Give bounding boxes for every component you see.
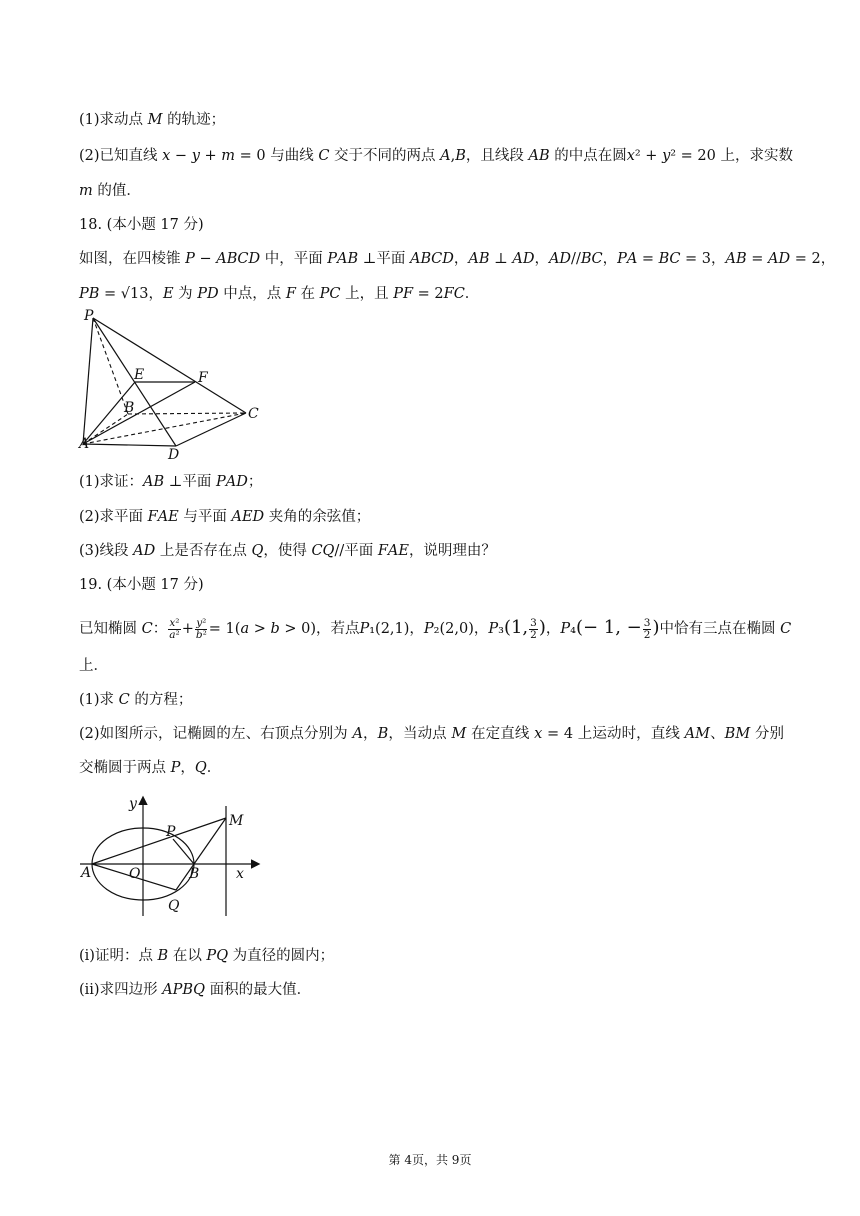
q18-stem: 如图，在四棱锥 𝑃 − 𝐴𝐵𝐶𝐷 中，平面 𝑃𝐴𝐵 ⊥平面 𝐴𝐵𝐶𝐷，𝐴𝐵 ⊥ 𝐴𝐷，𝐴𝐷//𝐵𝐶，𝑃𝐴 = 𝐵𝐶 = 3，𝐴𝐵 = 𝐴𝐷 = 2， xyxy=(79,251,836,267)
q19-part1: (1)求 𝐶 的方程； xyxy=(79,692,193,708)
q19-stem-lead: 已知椭圆 𝐶： xyxy=(79,621,168,637)
pyramid-figure xyxy=(76,306,276,464)
line-BM xyxy=(194,818,226,864)
plus-sign: + xyxy=(181,621,194,637)
q19-part2: (2)如图所示，记椭圆的左、右顶点分别为 𝐴，𝐵，当动点 𝑀 在定直线 𝑥 = 4 上运动时，直线 𝐴𝑀、𝐵𝑀 分别 xyxy=(79,726,784,742)
label-O: O xyxy=(129,866,141,882)
edge-AD xyxy=(83,444,176,446)
fraction-y2-b2 xyxy=(195,618,208,641)
q18-heading: 18. (本小题 17 分) xyxy=(79,217,204,233)
edge-PA xyxy=(83,318,93,444)
q17-part2-cont: 𝑚 的值． xyxy=(79,183,141,199)
q19-stem xyxy=(79,613,792,643)
frac-denominator: 2 xyxy=(643,628,651,641)
q19-part2-ii: (ⅱ)求四边形 𝐴𝑃𝐵𝑄 面积的最大值． xyxy=(79,982,312,998)
q17-part1: (1)求动点 𝑀 的轨迹； xyxy=(79,112,226,128)
frac-numerator: 3 xyxy=(530,616,537,629)
p3-open: (1, xyxy=(503,617,529,638)
label-F: F xyxy=(198,370,208,386)
frac-denominator: 𝑎² xyxy=(169,628,180,641)
fraction-3-2-neg xyxy=(643,618,652,641)
label-P: P xyxy=(166,824,176,840)
fraction-3-2 xyxy=(529,618,538,641)
q19-stem-p4: ，𝑃₄ xyxy=(545,621,576,637)
label-M: M xyxy=(229,813,244,829)
frac-numerator: 𝑥² xyxy=(169,616,180,629)
p4-close: ) xyxy=(652,617,660,638)
label-C: C xyxy=(248,406,259,422)
p4-open: (− 1, − xyxy=(575,617,642,638)
edge-BC-hidden xyxy=(128,413,246,414)
frac-denominator: 2 xyxy=(530,628,537,641)
q19-part2-cont: 交椭圆于两点 𝑃，𝑄． xyxy=(79,760,222,776)
frac-denominator: 𝑏² xyxy=(195,628,207,641)
line-AM xyxy=(92,818,226,864)
label-A: A xyxy=(81,865,92,881)
q18-part1: (1)求证：𝐴𝐵 ⊥平面 𝑃𝐴𝐷； xyxy=(79,474,263,490)
fraction-x2-a2 xyxy=(168,618,180,641)
q18-part3: (3)线段 𝐴𝐷 上是否存在点 𝑄，使得 𝐶𝑄//平面 𝐹𝐴𝐸，说明理由？ xyxy=(79,543,496,559)
frac-numerator: 3 xyxy=(643,616,651,629)
label-B: B xyxy=(189,866,200,882)
q17-part2: (2)已知直线 𝑥 − 𝑦 + 𝑚 = 0 与曲线 𝐶 交于不同的两点 𝐴,𝐵，且线段 𝐴𝐵 的中点在圆𝑥² + 𝑦² = 20 上，求实数 xyxy=(79,148,793,164)
edge-PC xyxy=(93,318,246,413)
label-Q: Q xyxy=(168,898,180,914)
label-E: E xyxy=(134,367,145,383)
q19-part2-i: (ⅰ)证明：点 𝐵 在以 𝑃𝑄 为直径的圆内； xyxy=(79,948,335,964)
edge-PB-hidden xyxy=(93,318,128,414)
label-B: B xyxy=(124,400,135,416)
q19-heading: 19. (本小题 17 分) xyxy=(79,577,204,593)
q19-stem-cont: 上． xyxy=(79,658,108,674)
frac-numerator: 𝑦² xyxy=(196,616,207,629)
q18-stem-cont: 𝑃𝐵 = √13，𝐸 为 𝑃𝐷 中点，点 𝐹 在 𝑃𝐶 上，且 𝑃𝐹 = 2𝐹𝐶． xyxy=(79,286,480,302)
ellipse-figure xyxy=(76,792,266,922)
edge-DC xyxy=(176,413,246,446)
page-footer: 第 4页，共 9页 xyxy=(388,1153,472,1167)
label-P: P xyxy=(84,308,94,324)
q19-stem-tail: 中恰有三点在椭圆 𝐶 xyxy=(659,621,792,637)
label-y: y xyxy=(129,796,137,812)
label-A: A xyxy=(79,436,90,452)
p3-close: ) xyxy=(538,617,546,638)
q19-stem-mid: = 1(𝑎 > 𝑏 > 0)，若点𝑃₁(2,1)，𝑃₂(2,0)，𝑃₃ xyxy=(208,621,504,637)
edge-AF xyxy=(83,382,195,444)
label-x: x xyxy=(236,866,244,882)
label-D: D xyxy=(168,447,180,463)
q18-part2: (2)求平面 𝐹𝐴𝐸 与平面 𝐴𝐸𝐷 夹角的余弦值； xyxy=(79,509,371,525)
